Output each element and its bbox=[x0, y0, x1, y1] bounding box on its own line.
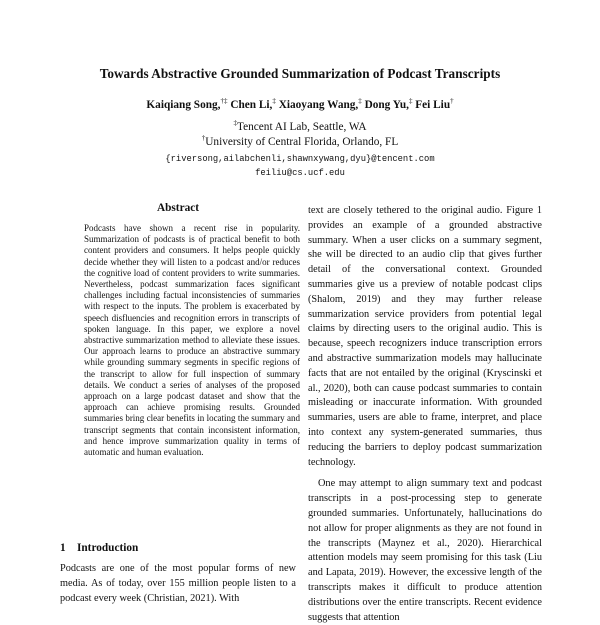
section-heading bbox=[60, 542, 138, 554]
email: {riversong,ailabchenli,shawnxywang,dyu}@tencent.com bbox=[165, 154, 435, 164]
author: Xiaoyang Wang,‡ bbox=[278, 97, 362, 111]
abstract-text: Podcasts have shown a recent rise in popularity. Summarization of podcasts is of practical benefit to both content providers and consumers. It helps people quickly decide whether they will listen to a podcast and/or reduces the cognitive load of content providers to write summaries. Nevertheless, podcast summarization faces significant challenges including factual inconsistencies of summaries with respect to the inputs. The problem is exacerbated by speech disfluencies and recognition errors in transcripts of spoken language. In this paper, we explore a novel abstractive summarization method to alleviate these issues. Our approach learns to produce an abstractive summary while grounding summary segments in specific regions of the transcript to allow for full inspection of summary details. We conduct a series of analyses of the proposed approach on a large podcast dataset and show that the approach can achieve promising results. Grounded summaries bring clear benefits in locating the summary and transcript segments that contain inconsistent information, and hence improve summarization quality in terms of automatic and human evaluation. bbox=[84, 223, 300, 458]
author: Dong Yu,‡ bbox=[364, 97, 413, 111]
email: feiliu@cs.ucf.edu bbox=[255, 168, 345, 178]
abstract-heading: Abstract bbox=[156, 202, 200, 214]
author: Kaiqiang Song,†‡ bbox=[146, 97, 228, 111]
paper-title: Towards Abstractive Grounded Summarization of Podcast Transcripts bbox=[99, 66, 501, 81]
author: Chen Li,‡ bbox=[230, 97, 276, 111]
abstract-section bbox=[60, 202, 300, 458]
section-number: 1 bbox=[60, 542, 66, 554]
introduction-text: Podcasts are one of the most popular forms of new media. As of today, over 155 million people listen to a podcast every week (Christian, 2021). With bbox=[60, 563, 296, 604]
author: Fei Liu† bbox=[415, 97, 454, 111]
affiliation: ‡Tencent AI Lab, Seattle, WA bbox=[233, 119, 367, 133]
author-list bbox=[0, 97, 600, 111]
affiliation: †University of Central Florida, Orlando, FL bbox=[201, 134, 399, 148]
section-title: Introduction bbox=[77, 542, 139, 554]
body-paragraph: One may attempt to align summary text and podcast transcripts in a post-processing step to generate grounded summaries. Unfortunately, hallucinations do not allow for proper alignments as they are not found in the transcripts (Maynez et al., 2020). Hierarchical attention models may seem promising for this task (Liu and Lapata, 2019). However, the excessive length of the transcripts makes it difficult to produce attention distributions over the entire transcripts. Recent evidence suggests that attention bbox=[308, 478, 542, 623]
right-column bbox=[308, 204, 542, 625]
body-paragraph: text are closely tethered to the original audio. Figure 1 provides an example of a grounded abstractive summary. When a user clicks on a summary segment, she will be directed to an audio clip that gives further detail of the conversational context. Grounded summaries give us a preview of notable podcast clips (Shalom, 2019) and they may further release summarization service providers from potential legal claims by directing users to the original audio. This is because, speech recognizers induce transcription errors and abstractive summarization models may hallucinate facts that are not entailed by the original (Kryscinski et al., 2020), both can cause podcast summaries to contain misleading or inaccurate information. With grounded summaries, users are able to frame, interpret, and place into context any system-generated summaries, thus reducing the barriers to deploy podcast summarization technology. bbox=[308, 205, 542, 468]
